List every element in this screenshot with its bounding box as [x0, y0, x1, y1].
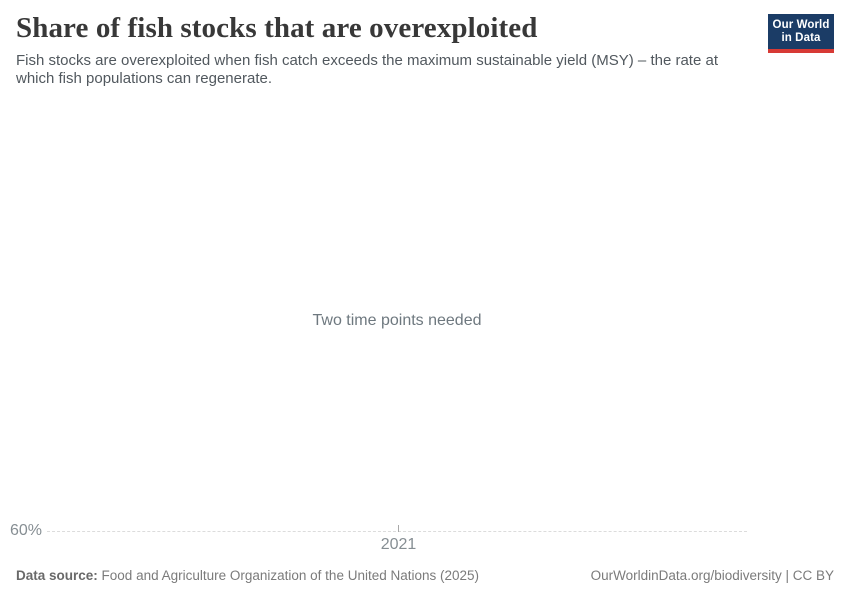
x-axis-tick-mark: [398, 525, 399, 532]
chart-subtitle: Fish stocks are overexploited when fish catch exceeds the maximum sustainable yield (MSY) – the rate at which fish populations can regenerate.: [16, 52, 718, 87]
data-source: [16, 568, 479, 584]
page-title: Share of fish stocks that are overexploited: [16, 12, 538, 44]
owid-logo-line1: Our World: [772, 19, 830, 31]
chart-footer: [16, 568, 834, 584]
data-source-value: Food and Agriculture Organization of the United Nations (2025): [101, 568, 480, 583]
x-axis-tick-label: 2021: [380, 536, 417, 553]
empty-state-message: Two time points needed: [312, 312, 482, 329]
gridline-60-percent: [47, 531, 747, 532]
owid-logo-line2: in Data: [781, 32, 821, 44]
data-source-label: Data source:: [16, 568, 98, 583]
y-axis-tick-label: 60%: [9, 522, 42, 539]
owid-logo[interactable]: [768, 14, 834, 53]
attribution-link[interactable]: OurWorldinData.org/biodiversity | CC BY: [590, 568, 834, 583]
